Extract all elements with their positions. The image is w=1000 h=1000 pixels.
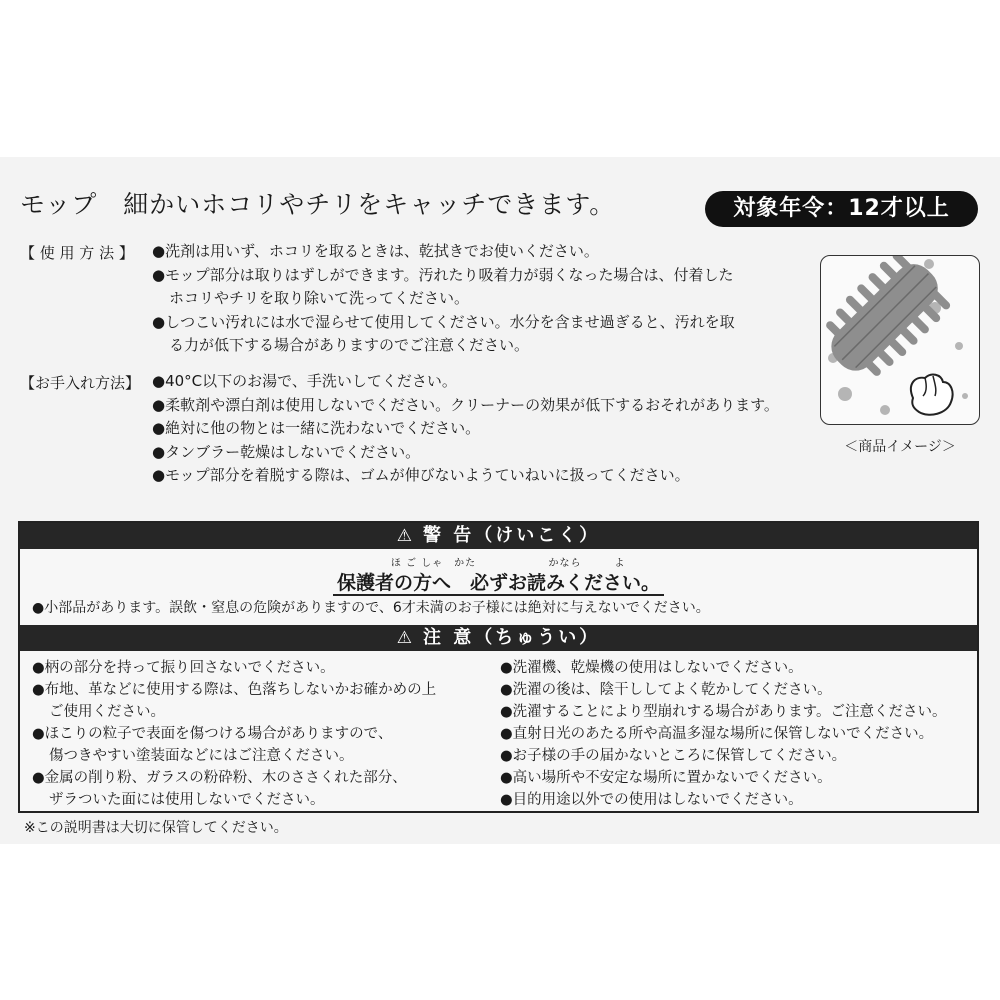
care-line: ●モップ部分を着脱する際は、ゴムが伸びないようていねいに扱ってください。 [152,466,690,484]
caution-item: ●金属の削り粉、ガラスの粉砕粉、木のささくれた部分、 [32,770,407,786]
ruby-kanarazu: かなら よ [548,558,626,569]
warning-triangle-icon: ⚠ [396,628,415,648]
care-line: ●40°C以下のお湯で、手洗いしてください。 [152,372,457,390]
small-parts-warning: ●小部品があります。誤飲・窒息の危険がありますので、6才未満のお子様には絶対に与えないでください。 [32,600,710,616]
footnote: ※この説明書は大切に保管してください。 [24,820,288,836]
caution-item: ●柄の部分を持って振り回さないでください。 [32,660,335,676]
care-instructions [152,370,779,488]
age-badge: 対象年令：12才以上 [705,191,978,227]
guardian-notice [20,568,977,595]
care-line: ●タンブラー乾燥はしないでください。 [152,442,421,461]
caution-item: ●洗濯機、乾燥機の使用はしないでください。 [500,660,803,676]
ruby-hogosha: ほ ご しゃ かた [390,558,477,569]
usage-line: ●洗剤は用いず、ホコリを取るときは、乾拭きでお使いください。 [152,242,599,260]
caution-item: ●布地、革などに使用する際は、色落ちしないかお確かめの上 [32,682,437,698]
caution-item: ●お子様の手の届かないところに保管してください。 [500,748,847,764]
mop-illustration-icon [821,256,979,424]
caution-left-column [32,657,436,811]
guardian-ruby [20,554,977,569]
caution-item: ご使用ください。 [49,704,165,720]
caution-item: ザラついた面には使用しないでください。 [49,792,325,808]
warning-bar [20,523,977,549]
caution-item: 傷つきやすい塗装面などにはご注意ください。 [49,748,354,764]
usage-line: る力が低下する場合がありますのでご注意ください。 [169,336,530,354]
usage-instructions [152,240,735,358]
usage-label: 【 使 用 方 法 】 [20,244,134,262]
product-name: モップ [20,190,98,219]
usage-line: ●モップ部分は取りはずしができます。汚れたり吸着力が弱くなった場合は、付着した [152,265,734,284]
image-caption: ＜商品イメージ＞ [844,439,956,455]
care-line: ●柔軟剤や漂白剤は使用しないでください。クリーナーの効果が低下するおそれがあります。 [152,395,779,414]
guardian-notice-text: 保護者の方へ 必ずお読みください。 [333,572,664,596]
product-header [20,185,615,221]
product-image [820,255,980,425]
caution-item: ●直射日光のあたる所や高温多湿な場所に保管しないでください。 [500,726,934,742]
product-tagline: 細かいホコリやチリをキャッチできます。 [123,190,616,219]
care-label: 【お手入れ方法】 [20,374,141,392]
caution-bar [20,625,977,651]
warning-title: 警 告（けいこく） [422,525,601,546]
warning-box [18,521,979,813]
caution-item: ●目的用途以外での使用はしないでください。 [500,792,803,808]
warning-triangle-icon: ⚠ [396,526,415,546]
caution-item: ●ほこりの粒子で表面を傷つける場合がありますので、 [32,726,393,742]
caution-title: 注 意（ちゅうい） [422,627,601,648]
caution-item: ●高い場所や不安定な場所に置かないでください。 [500,770,832,786]
caution-item: ●洗濯することにより型崩れする場合があります。ご注意ください。 [500,704,947,720]
caution-right-column [500,657,947,811]
usage-line: ●しつこい汚れには水で湿らせて使用してください。水分を含ませ過ぎると、汚れを取 [152,312,735,331]
usage-line: ホコリやチリを取り除いて洗ってください。 [169,289,470,307]
caution-item: ●洗濯の後は、陰干ししてよく乾かしてください。 [500,682,832,698]
care-line: ●絶対に他の物とは一緒に洗わないでください。 [152,419,481,437]
